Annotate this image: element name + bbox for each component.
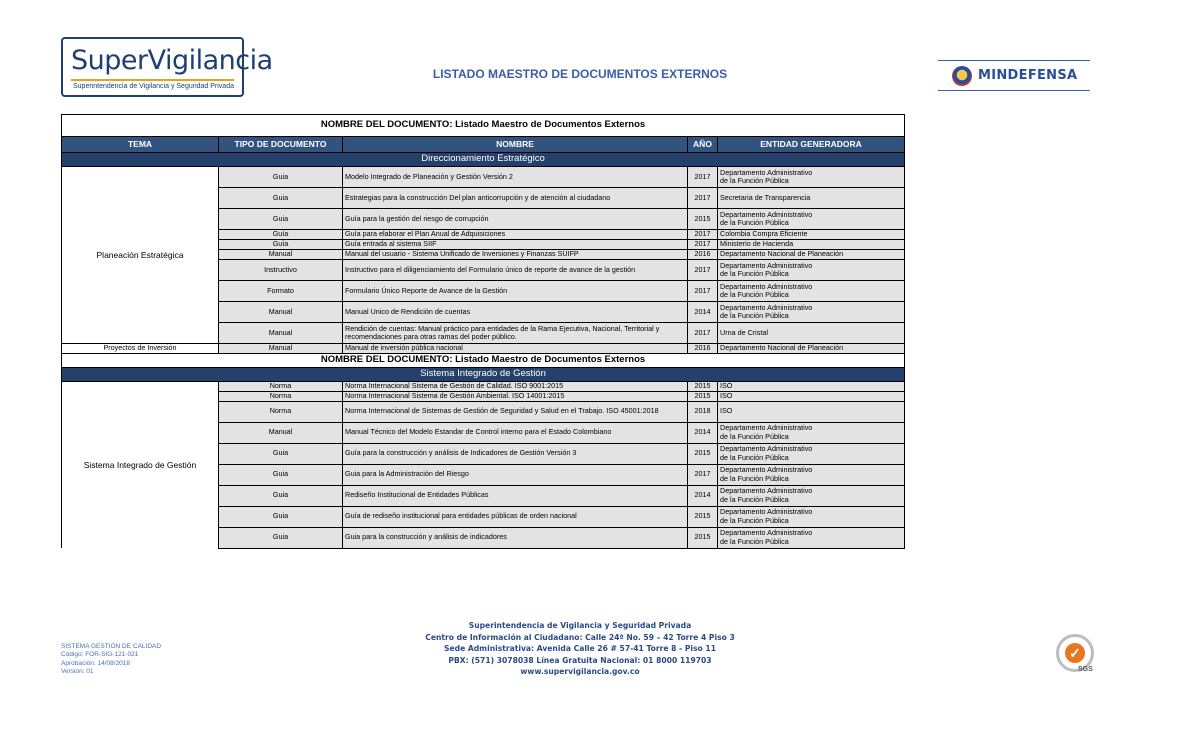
section-header-row [62,367,905,381]
sgs-label: SGS [1078,666,1093,673]
entidad-cell: Departamento Administrativo de la Función Pública [718,506,905,527]
tema-cell: Planeación Estratégica [62,167,219,344]
coat-of-arms-icon [952,66,972,86]
anio-cell: 2015 [688,506,718,527]
tipo-cell: Norma [219,401,343,422]
contact-info [400,620,760,678]
tema-cell: Sistema Integrado de Gestión [62,381,219,548]
anio-cell: 2017 [688,260,718,281]
entidad-cell: Departamento Administrativo de la Función Pública [718,281,905,302]
anio-cell: 2017 [688,188,718,209]
entidad-cell: Departamento Administrativo de la Función Pública [718,485,905,506]
column-header-entidad: ENTIDAD GENERADORA [718,137,905,153]
tipo-cell: Guia [219,167,343,188]
tipo-cell: Instructivo [219,260,343,281]
column-header-tema: TEMA [62,137,219,153]
tema-cell: Proyectos de Inversión [62,344,219,354]
tipo-cell: Manual [219,302,343,323]
section-header-row [62,153,905,167]
entidad-cell: Departamento Administrativo de la Función Pública [718,464,905,485]
documents-table [61,114,905,549]
tipo-cell: Guia [219,188,343,209]
entidad-cell: Departamento Administrativo de la Función Pública [718,422,905,443]
nombre-cell: Guía para la construcción y análisis de Indicadores de Gestión Versión 3 [343,443,688,464]
table-row [62,167,905,188]
nombre-cell: Guia para la construcción y análisis de indicadores [343,527,688,548]
entidad-cell: Ministerio de Hacienda [718,240,905,250]
tipo-cell: Guia [219,443,343,464]
entidad-cell: Departamento Administrativo de la Función Pública [718,527,905,548]
table-row [62,344,905,354]
anio-cell: 2018 [688,401,718,422]
anio-cell: 2017 [688,230,718,240]
logo-underline [71,79,234,81]
nombre-cell: Instructivo para el diligenciamiento del Formulario único de reporte de avance de la gestión [343,260,688,281]
logo-subtitle: Superintendencia de Vigilancia y Seguridad Privada [73,83,234,90]
sgs-certification-logo [1056,634,1102,680]
footer-org-name: Superintendencia de Vigilancia y Seguridad Privada [468,621,692,630]
entidad-cell: Colombia Compra Eficiente [718,230,905,240]
nombre-cell: Guía de rediseño institucional para entidades públicas de orden nacional [343,506,688,527]
nombre-cell: Manual Técnico del Modelo Estandar de Control interno para el Estado Colombiano [343,422,688,443]
table-header-row [62,137,905,153]
tipo-cell: Guia [219,527,343,548]
column-header-tipo: TIPO DE DOCUMENTO [219,137,343,153]
nombre-cell: Guía para la gestión del riesgo de corrupción [343,209,688,230]
nombre-cell: Formulario Único Reporte de Avance de la Gestión [343,281,688,302]
nombre-cell: Guía entrada al sistema SIIF [343,240,688,250]
anio-cell: 2015 [688,381,718,391]
nombre-cell: Norma Internacional Sistema de Gestión Ambiental. ISO 14001:2015 [343,391,688,401]
nombre-cell: Norma Internacional de Sistemas de Gestión de Seguridad y Salud en el Trabajo. ISO 45001:2018 [343,401,688,422]
entidad-cell: Departamento Administrativo de la Función Pública [718,167,905,188]
tipo-cell: Manual [219,344,343,354]
entidad-cell: Departamento Administrativo de la Función Pública [718,302,905,323]
anio-cell: 2015 [688,443,718,464]
table-title: NOMBRE DEL DOCUMENTO: Listado Maestro de Documentos Externos [62,353,905,367]
anio-cell: 2017 [688,281,718,302]
entidad-cell: Departamento Nacional de Planeación [718,250,905,260]
section-label: Direccionamiento Estratégico [62,153,905,167]
entidad-cell: ISO [718,401,905,422]
nombre-cell: Manual de inversión pública nacional [343,344,688,354]
anio-cell: 2017 [688,240,718,250]
mindefensa-logo-text: MINDEFENSA [978,68,1078,83]
anio-cell: 2015 [688,527,718,548]
tipo-cell: Guía [219,230,343,240]
anio-cell: 2017 [688,167,718,188]
nombre-cell: Norma Internacional Sistema de Gestión de Calidad. ISO 9001:2015 [343,381,688,391]
table-title-row [62,115,905,137]
mindefensa-logo [938,60,1090,91]
anio-cell: 2015 [688,209,718,230]
table-title: NOMBRE DEL DOCUMENTO: Listado Maestro de Documentos Externos [62,115,905,137]
anio-cell: 2015 [688,391,718,401]
nombre-cell: Estrategias para la construcción Del plan anticorrupción y de atención al ciudadano [343,188,688,209]
table-title-row [62,353,905,367]
entidad-cell: Departamento Administrativo de la Función Pública [718,443,905,464]
anio-cell: 2014 [688,485,718,506]
entidad-cell: ISO [718,391,905,401]
entidad-cell: Departamento Administrativo de la Función Pública [718,209,905,230]
entidad-cell: Departamento Nacional de Planeación [718,344,905,354]
tipo-cell: Formato [219,281,343,302]
footer-left-line: Versión: 01 [61,667,94,675]
column-header-anio: AÑO [688,137,718,153]
anio-cell: 2017 [688,323,718,344]
tipo-cell: Guia [219,464,343,485]
footer-left-line: Código: FOR-SIG-121-021 [61,651,139,659]
nombre-cell: Rediseño Institucional de Entidades Públicas [343,485,688,506]
footer-phone: PBX: (571) 3078038 Línea Gratuita Nacional: 01 8000 119703 [448,655,712,665]
column-header-nombre: NOMBRE [343,137,688,153]
entidad-cell: Secretaria de Transparencia [718,188,905,209]
footer-left-line: Aprobación: 14/08/2018 [61,659,131,667]
footer-address-admin: Sede Administrativa: Avenida Calle 26 # 57-41 Torre 8 - Piso 11 [444,644,716,653]
tipo-cell: Guía [219,240,343,250]
checkmark-icon: ✓ [1065,643,1085,663]
tipo-cell: Norma [219,381,343,391]
tipo-cell: Guia [219,485,343,506]
anio-cell: 2016 [688,344,718,354]
tipo-cell: Manual [219,323,343,344]
table-row [62,381,905,391]
nombre-cell: Guia para la Administración del Riesgo [343,464,688,485]
anio-cell: 2014 [688,302,718,323]
quality-system-info [61,643,161,676]
logo-brand-text: SuperVigilancia [71,45,273,76]
anio-cell: 2017 [688,464,718,485]
nombre-cell: Modelo Integrado de Planeación y Gestión Versión 2 [343,167,688,188]
tipo-cell: Manual [219,422,343,443]
anio-cell: 2016 [688,250,718,260]
entidad-cell: Departamento Administrativo de la Función Pública [718,260,905,281]
nombre-cell: Rendición de cuentas: Manual práctico para entidades de la Rama Ejecutiva, Nacional, Territorial y recomendaciones para otras ramas del poder público. [343,323,688,344]
supervigilancia-logo [61,37,273,97]
section-label: Sistema Integrado de Gestión [62,367,905,381]
footer-website[interactable]: www.supervigilancia.gov.co [520,667,640,676]
anio-cell: 2014 [688,422,718,443]
entidad-cell: ISO [718,381,905,391]
nombre-cell: Manual Unico de Rendición de cuentas [343,302,688,323]
footer-address-citizen: Centro de Información al Ciudadano: Calle 24ª No. 59 – 42 Torre 4 Piso 3 [425,632,735,642]
page-title: LISTADO MAESTRO DE DOCUMENTOS EXTERNOS [432,67,728,81]
entidad-cell: Urna de Cristal [718,323,905,344]
tipo-cell: Guia [219,506,343,527]
nombre-cell: Guía para elaborar el Plan Anual de Adquisiciones [343,230,688,240]
tipo-cell: Norma [219,391,343,401]
tipo-cell: Manual [219,250,343,260]
nombre-cell: Manual del usuario - Sistema Unificado de Inversiones y Finanzas SUIFP [343,250,688,260]
footer-left-line: SISTEMA GESTIÓN DE CALIDAD [61,643,162,650]
tipo-cell: Guia [219,209,343,230]
